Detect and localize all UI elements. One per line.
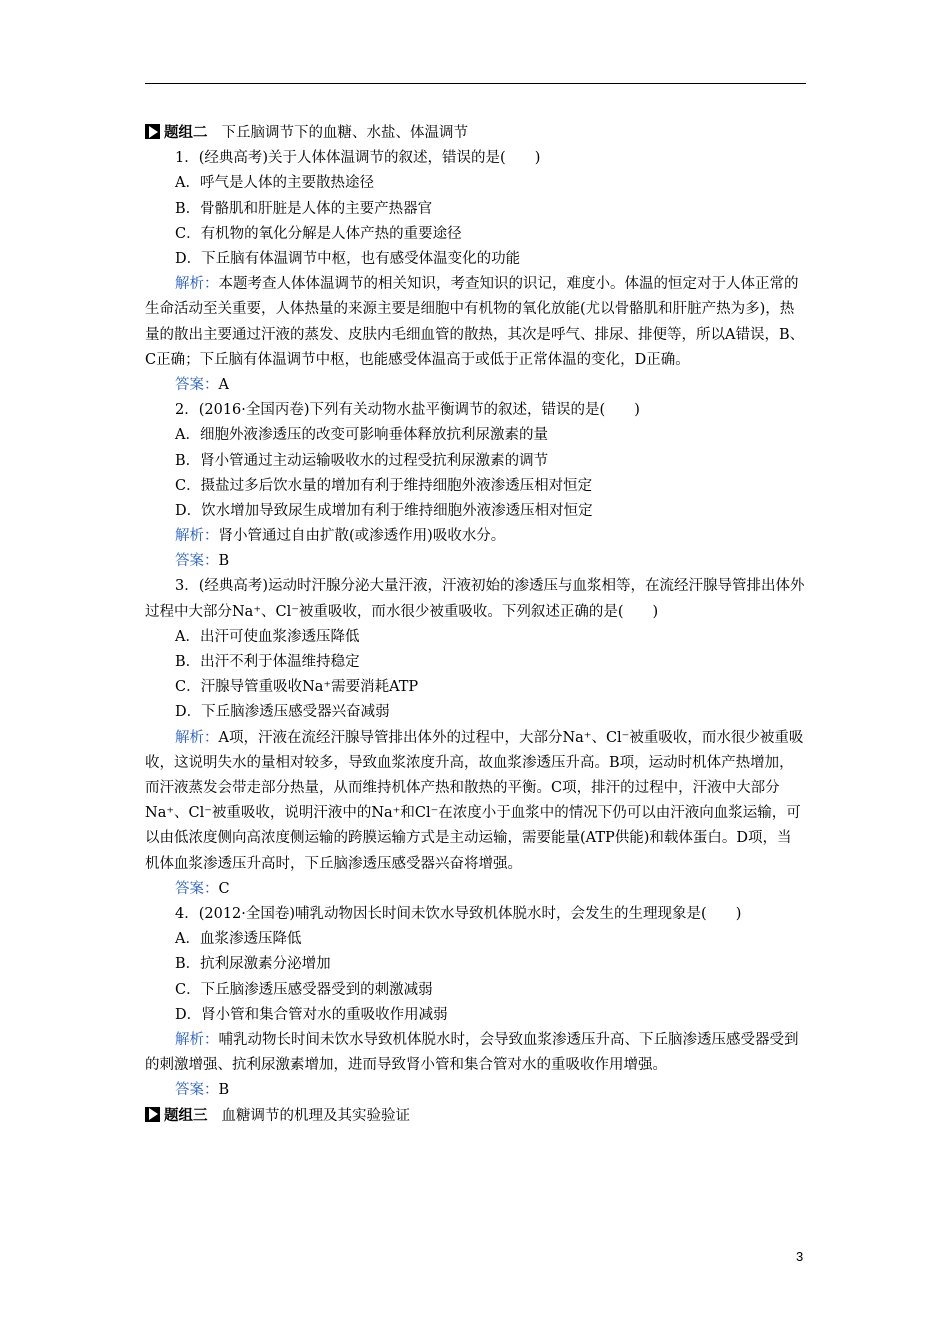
question-1-option-a: A．呼气是人体的主要散热途径	[175, 175, 374, 192]
section-heading-group2	[145, 121, 806, 146]
analysis-label: 解析：	[175, 276, 219, 293]
play-triangle-icon	[145, 124, 160, 139]
question-1-answer	[145, 373, 806, 398]
group-label: 题组三	[164, 1107, 208, 1124]
answer-label: 答案：	[175, 1082, 219, 1099]
header-rule	[145, 83, 806, 84]
question-2-stem: 2．(2016·全国丙卷)下列有关动物水盐平衡调节的叙述，错误的是( )	[175, 402, 640, 419]
answer-label: 答案：	[175, 376, 219, 393]
page-number: 3	[796, 1249, 804, 1264]
question-4-stem: 4．(2012·全国卷)哺乳动物因长时间未饮水导致机体脱水时，会发生的生理现象是( )	[175, 906, 742, 922]
question-1-option-b: B．骨骼肌和肝脏是人体的主要产热器官	[175, 200, 433, 217]
question-3-answer	[145, 877, 806, 902]
question-2-answer	[145, 549, 806, 574]
question-2-option-b: B．肾小管通过主动运输吸收水的过程受抗利尿激素的调节	[175, 452, 549, 469]
question-3-option-d: D．下丘脑渗透压感受器兴奋减弱	[175, 704, 390, 721]
analysis-text: 本题考查人体体温调节的相关知识，考查知识的识记，难度小。体温的恒定对于人体正常的生命活动至关重要，人体热量的来源主要是细胞中有机物的氧化放能(尤以骨骼肌和肝脏产热为多)，热量的散出主要通过汗液的蒸发、皮肤内毛细血管的散热，其次是呼气、排尿、排便等，所以A错误，B、C正确；下丘脑有体温调节中枢，也能感受体温高于或低于正常体温的变化，D正确。	[145, 276, 805, 368]
question-1-option-c: C．有机物的氧化分解是人体产热的重要途径	[175, 225, 462, 242]
question-2-option-a: A．细胞外液渗透压的改变可影响垂体释放抗利尿激素的量	[175, 427, 548, 444]
analysis-label: 解析：	[175, 729, 219, 746]
question-1-option-d: D．下丘脑有体温调节中枢，也有感受体温变化的功能	[175, 250, 521, 267]
question-1-analysis	[145, 272, 806, 373]
page-content	[145, 121, 806, 1129]
answer-value: B	[218, 1082, 230, 1099]
answer-value: C	[218, 880, 230, 897]
analysis-text: A项，汗液在流经汗腺导管排出体外的过程中，大部分Na⁺、Cl⁻被重吸收，而水很少被重吸收，这说明失水的量相对较多，导致血浆浓度升高，故血浆渗透压升高。B项，运动时机体产热增加，而汗液蒸发会带走部分热量，从而维持机体产热和散热的平衡。C项，排汗的过程中，汗液中大部分Na⁺、Cl⁻被重吸收，说明汗液中的Na⁺和Cl⁻在浓度小于血浆中的情况下仍可以由汗液向血浆运输，可以由低浓度侧向高浓度侧运输的跨膜运输方式是主动运输，需要能量(ATP供能)和载体蛋白。D项，当机体血浆渗透压升高时，下丘脑渗透压感受器兴奋将增强。	[145, 729, 804, 872]
analysis-label: 解析：	[175, 1031, 219, 1048]
question-4-option-c: C．下丘脑渗透压感受器受到的刺激减弱	[175, 981, 433, 998]
question-4-option-a: A．血浆渗透压降低	[175, 931, 302, 948]
analysis-text: 哺乳动物长时间未饮水导致机体脱水时，会导致血浆渗透压升高、下丘脑渗透压感受器受到的刺激增强、抗利尿激素增加，进而导致肾小管和集合管对水的重吸收作用增强。	[145, 1031, 799, 1074]
question-3-option-c: C．汗腺导管重吸收Na⁺需要消耗ATP	[175, 679, 419, 696]
analysis-label: 解析：	[175, 528, 219, 545]
question-3-analysis	[145, 726, 806, 877]
answer-value: B	[218, 553, 230, 570]
answer-label: 答案：	[175, 553, 219, 570]
play-triangle-icon	[145, 1107, 160, 1122]
question-3-option-a: A．出汗可使血浆渗透压降低	[175, 628, 360, 645]
analysis-text: 肾小管通过自由扩散(或渗透作用)吸收水分。	[218, 528, 506, 545]
question-4-answer	[145, 1078, 806, 1103]
question-1-stem: 1．(经典高考)关于人体体温调节的叙述，错误的是( )	[175, 150, 541, 167]
answer-value: A	[218, 376, 229, 393]
question-3-option-b: B．出汗不利于体温维持稳定	[175, 654, 360, 671]
answer-label: 答案：	[175, 880, 219, 897]
question-4-analysis	[145, 1028, 806, 1078]
question-2-option-d: D．饮水增加导致尿生成增加有利于维持细胞外液渗透压相对恒定	[175, 502, 593, 519]
question-3-stem: 3．(经典高考)运动时汗腺分泌大量汗液，汗液初始的渗透压与血浆相等，在流经汗腺导管排出体外过程中大部分Na⁺、Cl⁻被重吸收，而水很少被重吸收。下列叙述正确的是( )	[145, 578, 805, 620]
question-2-analysis	[145, 524, 806, 549]
question-4-option-b: B．抗利尿激素分泌增加	[175, 956, 331, 973]
group-title: 血糖调节的机理及其实验验证	[221, 1107, 410, 1124]
section-heading-group3	[145, 1104, 806, 1129]
group-label: 题组二	[164, 125, 208, 141]
group-title: 下丘脑调节下的血糖、水盐、体温调节	[221, 125, 468, 141]
question-2-option-c: C．摄盐过多后饮水量的增加有利于维持细胞外液渗透压相对恒定	[175, 477, 593, 494]
question-4-option-d: D．肾小管和集合管对水的重吸收作用减弱	[175, 1006, 448, 1023]
